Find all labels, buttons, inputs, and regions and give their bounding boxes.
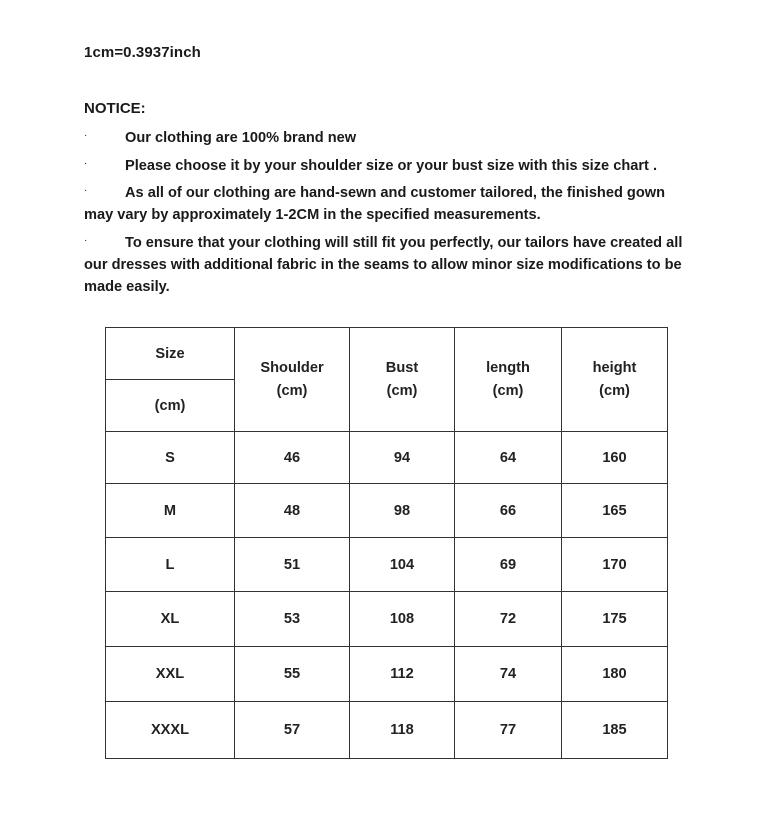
header-height-label: height [592, 359, 637, 376]
cell-size: S [106, 432, 235, 484]
cell-height: 185 [562, 702, 668, 759]
cell-bust: 94 [350, 432, 455, 484]
cell-bust: 112 [350, 647, 455, 702]
header-length-unit: (cm) [492, 382, 524, 399]
header-shoulder [235, 328, 350, 432]
cell-size: L [106, 538, 235, 592]
table-row [106, 538, 668, 592]
cell-length: 74 [455, 647, 562, 702]
cell-height: 170 [562, 538, 668, 592]
header-bust-label: Bust [385, 359, 419, 376]
cell-size: XL [106, 592, 235, 647]
header-height [562, 328, 668, 432]
table-row [106, 592, 668, 647]
table-row [106, 702, 668, 759]
unit-conversion: 1cm=0.3937inch [84, 44, 201, 61]
cell-shoulder: 55 [235, 647, 350, 702]
header-length-label: length [486, 359, 530, 376]
notice-item-text: As all of our clothing are hand-sewn and customer tailored, the finished gown may vary by approximately 1-2CM in the specified measurements. [84, 185, 666, 223]
bullet-icon: · [84, 234, 88, 246]
notice-list [84, 127, 694, 303]
cell-length: 64 [455, 432, 562, 484]
notice-item [84, 127, 694, 149]
cell-bust: 104 [350, 538, 455, 592]
notice-item-text: Our clothing are 100% brand new [125, 130, 357, 146]
cell-shoulder: 51 [235, 538, 350, 592]
cell-length: 72 [455, 592, 562, 647]
cell-shoulder: 46 [235, 432, 350, 484]
table-row [106, 647, 668, 702]
cell-size: XXL [106, 647, 235, 702]
cell-shoulder: 53 [235, 592, 350, 647]
header-height-unit: (cm) [599, 382, 630, 399]
size-chart-table [105, 327, 668, 759]
header-size-unit: (cm) [106, 380, 235, 432]
notice-item [84, 182, 694, 226]
cell-height: 160 [562, 432, 668, 484]
cell-length: 66 [455, 484, 562, 538]
notice-item-text: To ensure that your clothing will still fit you perfectly, our tailors have created all our dresses with additional fabric in the seams to allow minor size modifications to be made easily. [84, 234, 683, 295]
notice-item [84, 232, 694, 298]
cell-height: 175 [562, 592, 668, 647]
bullet-icon: · [84, 130, 88, 141]
cell-size: M [106, 484, 235, 538]
notice-item-text: Please choose it by your shoulder size or your bust size with this size chart . [125, 157, 658, 174]
cell-bust: 108 [350, 592, 455, 647]
header-bust-unit: (cm) [386, 382, 418, 399]
cell-shoulder: 57 [235, 702, 350, 759]
notice-title: NOTICE: [84, 100, 146, 117]
bullet-icon: · [84, 185, 88, 196]
cell-size: XXXL [106, 702, 235, 759]
cell-height: 180 [562, 647, 668, 702]
cell-height: 165 [562, 484, 668, 538]
header-shoulder-unit: (cm) [276, 382, 308, 399]
header-size: Size [106, 328, 235, 380]
bullet-icon: · [84, 157, 88, 169]
header-shoulder-label: Shoulder [260, 359, 324, 376]
notice-item [84, 155, 694, 177]
header-length [455, 328, 562, 432]
table-row [106, 432, 668, 484]
cell-length: 77 [455, 702, 562, 759]
header-bust [350, 328, 455, 432]
table-row [106, 484, 668, 538]
cell-shoulder: 48 [235, 484, 350, 538]
cell-bust: 118 [350, 702, 455, 759]
cell-bust: 98 [350, 484, 455, 538]
cell-length: 69 [455, 538, 562, 592]
table-header-row [106, 328, 668, 380]
